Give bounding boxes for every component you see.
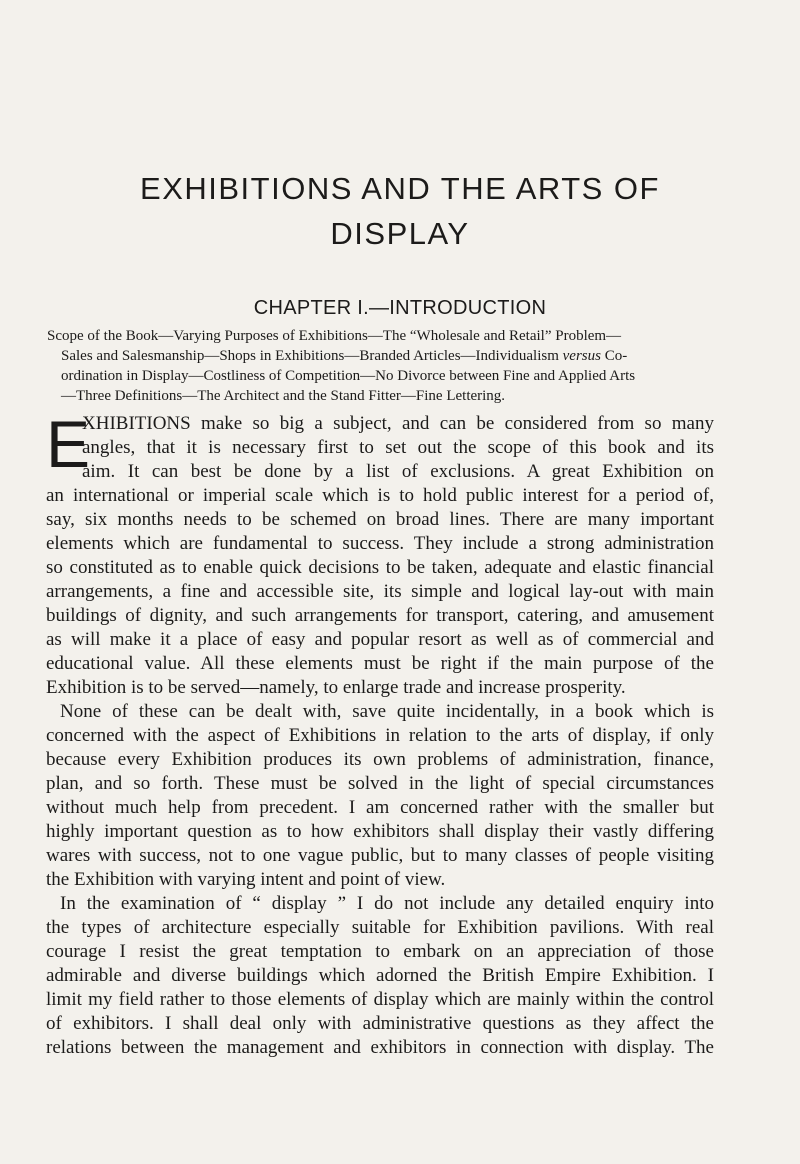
paragraph-line: angles, that it is necessary first to set out the scope of this book and its [82,437,714,458]
synopsis-line: ordination in Display—Costliness of Competition—No Divorce between Fine and Applied Arts [61,368,636,384]
paragraph-line: arrangements, a fine and accessible site, its simple and logical lay-out with main [46,581,714,602]
paragraph-line: limit my field rather to those elements of display which are mainly within the control [46,989,714,1010]
chapter-body [46,407,714,1060]
synopsis-text: Sales and Salesmanship—Shops in Exhibitions—Branded Articles—Individualism [61,348,559,364]
paragraph-line: educational value. All these elements must be right if the main purpose of the [46,653,714,674]
paragraph-line: highly important question as to how exhibitors shall display their vastly differing [46,821,714,842]
paragraph-line: courage I resist the great temptation to embark on an appreciation of those [46,941,714,962]
book-title-line-2: DISPLAY [330,216,470,251]
paragraph-line: so constituted as to enable quick decisions to be taken, adequate and elastic financial [46,557,714,578]
paragraph-line: None of these can be dealt with, save quite incidentally, in a book which is [60,701,714,722]
paragraph-line: the Exhibition with varying intent and point of view. [46,869,446,890]
synopsis-line: —Three Definitions—The Architect and the Stand Fitter—Fine Lettering. [61,388,506,404]
chapter-synopsis [47,326,711,406]
paragraph-line: relations between the management and exhibitors in connection with display. The [46,1037,714,1058]
paragraph-line: without much help from precedent. I am concerned rather with the smaller but [46,797,714,818]
paragraph-line: plan, and so forth. These must be solved in the light of special circumstances [46,773,714,794]
paragraph-line: of exhibitors. I shall deal only with administrative questions as they affect the [46,1013,714,1034]
paragraph-line: XHIBITIONS make so big a subject, and can be considered from so many [82,413,714,434]
synopsis-line: Scope of the Book—Varying Purposes of Exhibitions—The “Wholesale and Retail” Problem— [47,328,622,344]
paragraph-line: wares with success, not to one vague public, but to many classes of people visiting [46,845,714,866]
paragraph-line: Exhibition is to be served—namely, to enlarge trade and increase prosperity. [46,677,626,698]
synopsis-emphasis: versus [562,348,601,364]
paragraph-line: say, six months needs to be schemed on broad lines. There are many important [46,509,714,530]
synopsis-line [47,346,711,366]
paragraph-line: admirable and diverse buildings which adorned the British Empire Exhibition. I [46,965,714,986]
synopsis-text: Co- [604,348,628,364]
paragraph-line: as will make it a place of easy and popular resort as well as of commercial and [46,629,714,650]
paragraph-line: concerned with the aspect of Exhibitions in relation to the arts of display, if only [46,725,714,746]
paragraph-line: because every Exhibition produces its own problems of administration, finance, [46,749,714,770]
book-title-line-1: EXHIBITIONS AND THE ARTS OF [140,171,660,206]
paragraph-line: the types of architecture especially suitable for Exhibition pavilions. With real [46,917,714,938]
paragraph-line: buildings of dignity, and such arrangements for transport, catering, and amusement [46,605,714,626]
chapter-heading: CHAPTER I.—INTRODUCTION [253,297,547,319]
drop-cap: E [46,407,91,481]
paragraph-line: elements which are fundamental to success. They include a strong administration [46,533,714,554]
paragraph-line: In the examination of “ display ” I do not include any detailed enquiry into [60,893,714,914]
paragraph-line: aim. It can best be done by a list of exclusions. A great Exhibition on [82,461,714,482]
paragraph-line: an international or imperial scale which is to hold public interest for a period of, [46,485,714,506]
